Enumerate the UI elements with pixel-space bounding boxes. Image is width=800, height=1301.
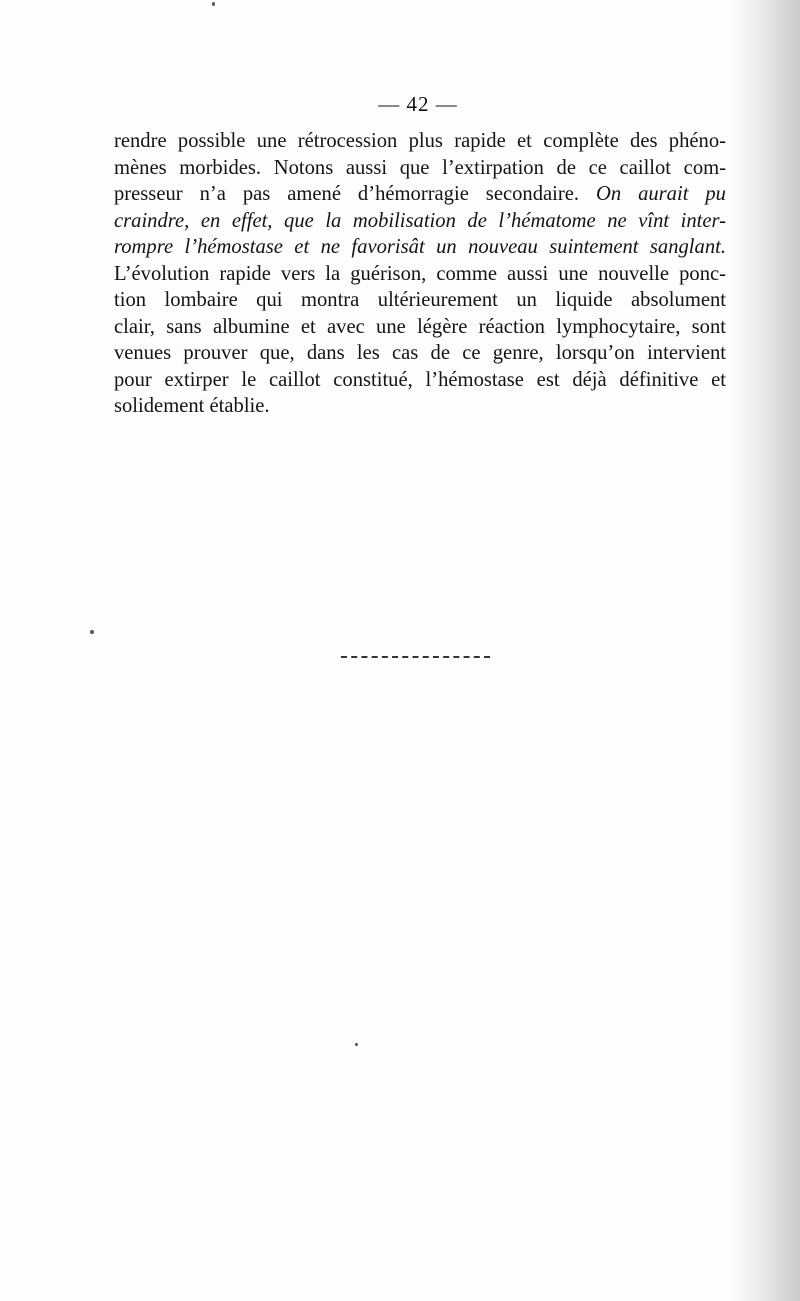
text-line [114,181,726,208]
text-run: pour extirper le caillot constitué, l’hémostase est déjà définitive et [114,368,726,391]
scan-speck [90,630,94,634]
scan-speck [212,2,215,6]
section-end-rule [341,656,490,658]
text-run: solidement établie. [114,395,270,417]
scan-speck [355,1043,358,1046]
text-line [114,314,726,341]
text-run: venues prouver que, dans les cas de ce genre, lorsqu’on intervient [114,342,726,364]
text-run: presseur n’a pas amené d’hémorragie secondaire. [114,183,596,205]
text-line [114,128,726,155]
text-line [114,393,726,420]
text-line [114,287,726,314]
text-run: clair, sans albumine et avec une légère réaction lymphocytaire, sont [114,315,726,338]
text-line [114,261,726,288]
text-line [114,340,726,367]
page-edge-shadow [730,0,800,1301]
text-line [114,155,726,182]
page-number: — 42 — [378,92,458,116]
text-line [114,367,726,394]
text-run: mènes morbides. Notons aussi que l’extirpation de ce caillot com- [114,156,726,179]
text-line [114,234,726,261]
text-run: L’évolution rapide vers la guérison, comme aussi une nouvelle ponc- [114,262,726,285]
text-run: tion lombaire qui montra ultérieurement un liquide absolument [114,289,726,311]
italic-text-run: On aurait pu [595,183,726,205]
italic-text-run: craindre, en effet, que la mobilisation de l’hématome ne vînt inter- [114,209,726,232]
text-run: rendre possible une rétrocession plus rapide et complète des phéno- [114,130,726,152]
body-paragraph [114,128,726,420]
text-line [114,208,726,235]
italic-text-run: rompre l’hémostase et ne favorisât un nouveau suintement sanglant. [114,236,726,258]
